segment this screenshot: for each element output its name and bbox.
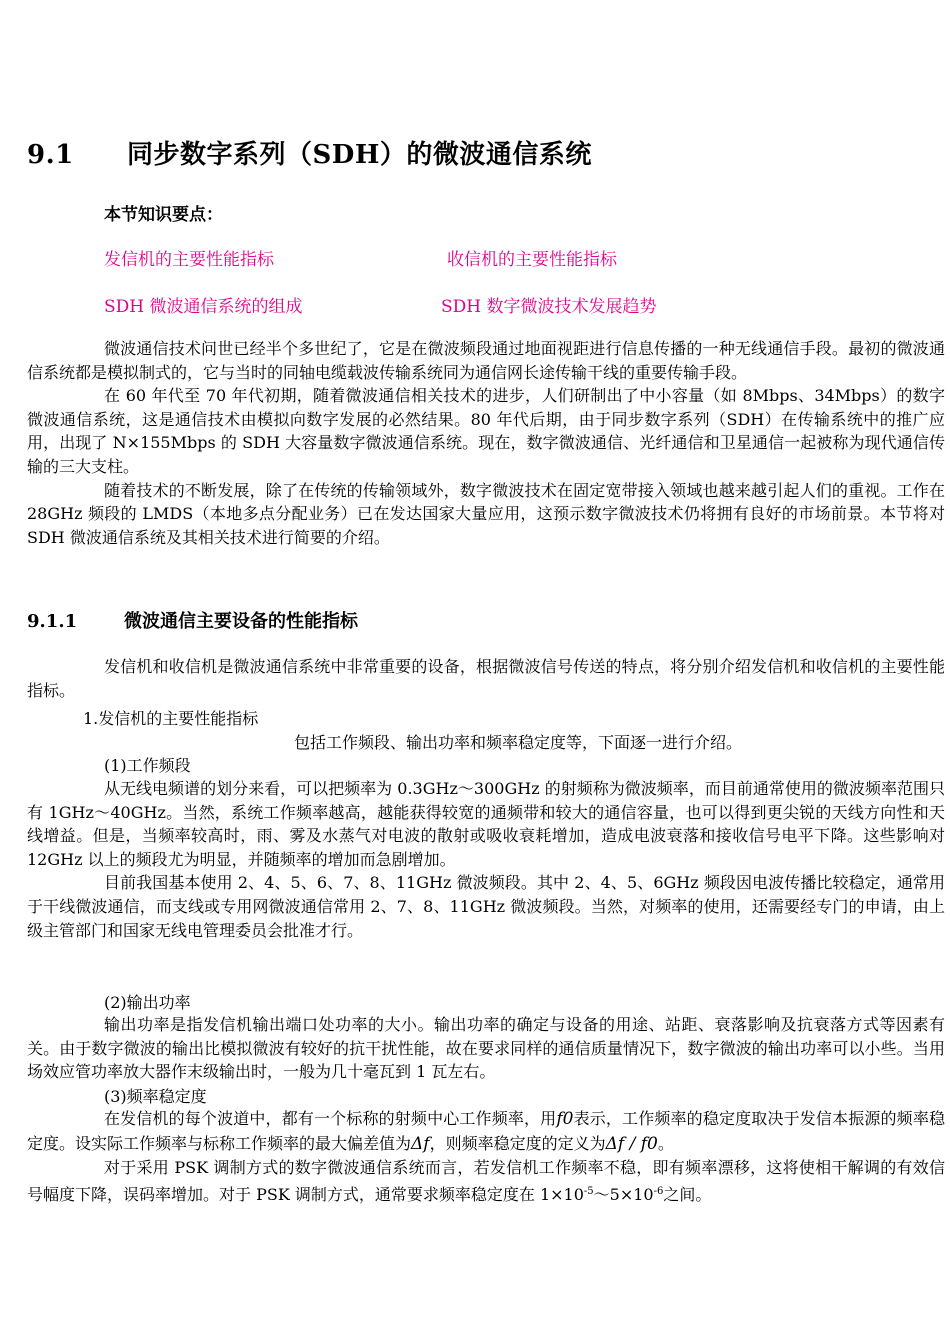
intro-paragraph: 在 60 年代至 70 年代初期，随着微波通信相关技术的进步，人们研制出了中小容量（如 8Mbps、34Mbps）的数字微波通信系统，这是通信技术由模拟向数字发展的必然结果。80 年代后期，由于同步数字系列（SDH）在传输系统中的推广应用，出现了 N×155Mbps 的 SDH 大容量数字微波通信系统。现在，数字微波通信、光纤通信和卫星通信一起被称为现代通信传输的三大支柱。 bbox=[27, 386, 945, 476]
section-title: 微波通信主要设备的性能指标 bbox=[124, 611, 358, 632]
intro-paragraph: 随着技术的不断发展，除了在传统的传输领域外，数字微波技术在固定宽带接入领域也越来越引起人们的重视。工作在 28GHz 频段的 LMDS（本地多点分配业务）已在发达国家大量应用，这预示数字微波技术仍将拥有良好的市场前景。本节将对 SDH 微波通信系统及其相关技术进行简要的介绍。 bbox=[27, 480, 945, 547]
link-transmitter-metrics[interactable]: 发信机的主要性能指标 bbox=[104, 250, 274, 270]
symbol-delta-f: Δf bbox=[411, 1133, 430, 1154]
exponent: -6 bbox=[653, 1185, 664, 1197]
heading-title: 同步数字系列（SDH）的微波通信系统 bbox=[127, 140, 592, 170]
item-transmitter-metrics: 1.发信机的主要性能指标 bbox=[83, 709, 259, 728]
heading-number: 9.1 bbox=[27, 140, 74, 170]
intro-paragraphs bbox=[27, 337, 945, 549]
item-transmitter-desc: 包括工作频段、输出功率和频率稳定度等，下面逐一进行介绍。 bbox=[294, 733, 743, 752]
section-heading bbox=[27, 607, 358, 633]
frequency-band-paragraphs bbox=[27, 777, 945, 942]
section-number: 9.1.1 bbox=[27, 611, 78, 632]
symbol-f0: f0 bbox=[556, 1109, 574, 1129]
frequency-stability-paragraphs bbox=[27, 1107, 945, 1206]
page-title bbox=[27, 134, 592, 171]
link-sdh-trends[interactable]: SDH 数字微波技术发展趋势 bbox=[441, 297, 657, 317]
body-paragraph: 从无线电频谱的划分来看，可以把频率为 0.3GHz～300GHz 的射频称为微波频率，而目前通常使用的微波频率范围只有 1GHz～40GHz。当然，系统工作频率越高，越能获得较宽的通频带和较大的通信容量，也可以得到更尖锐的天线方向性和天线增益。但是，当频率较高时，雨、雾及水蒸气对电波的散射或吸收衰耗增加，造成电波衰落和接收信号电平下降。这些影响对 12GHz 以上的频段尤为明显，并随频率的增加而急剧增加。 bbox=[27, 779, 945, 869]
key-points-label: 本节知识要点： bbox=[104, 205, 223, 225]
section-intro: 发信机和收信机是微波通信系统中非常重要的设备，根据微波信号传送的特点，将分别介绍发信机和收信机的主要性能指标。 bbox=[27, 657, 945, 700]
subheading-output-power: (2)输出功率 bbox=[104, 993, 191, 1012]
body-paragraph: 在发信机的每个波道中，都有一个标称的射频中心工作频率，用f0表示，工作频率的稳定度取决于发信本振源的频率稳定度。设实际工作频率与标称工作频率的最大偏差值为Δf，则频率稳定度的定义为Δf / f0。 bbox=[27, 1109, 945, 1154]
intro-paragraph: 微波通信技术问世已经半个多世纪了，它是在微波频段通过地面视距进行信息传播的一种无线通信手段。最初的微波通信系统都是模拟制式的，它与当时的同轴电缆载波传输系统同为通信网长途传输干线的重要传输手段。 bbox=[27, 339, 945, 382]
subheading-frequency-band: (1)工作频段 bbox=[104, 756, 191, 775]
exponent: -5 bbox=[583, 1185, 594, 1197]
symbol-ratio: Δf / f0 bbox=[605, 1133, 658, 1154]
body-paragraph: 目前我国基本使用 2、4、5、6、7、8、11GHz 微波频段。其中 2、4、5、6GHz 频段因电波传播比较稳定，通常用于干线微波通信，而支线或专用网微波通信常用 2、7、8、11GHz 微波频段。当然，对频率的使用，还需要经专门的申请，由上级主管部门和国家无线电管理委员会批准才行。 bbox=[27, 873, 945, 940]
subheading-frequency-stability: (3)频率稳定度 bbox=[104, 1087, 207, 1106]
output-power-paragraph: 输出功率是指发信机输出端口处功率的大小。输出功率的确定与设备的用途、站距、衰落影响及抗衰落方式等因素有关。由于数字微波的输出比模拟微波有较好的抗干扰性能，故在要求同样的通信质量情况下，数字微波的输出功率可以小些。当用场效应管功率放大器作末级输出时，一般为几十毫瓦到 1 瓦左右。 bbox=[27, 1015, 945, 1082]
link-sdh-composition[interactable]: SDH 微波通信系统的组成 bbox=[104, 297, 303, 317]
link-receiver-metrics[interactable]: 收信机的主要性能指标 bbox=[447, 250, 617, 270]
body-paragraph: 对于采用 PSK 调制方式的数字微波通信系统而言，若发信机工作频率不稳，即有频率漂移，这将使相干解调的有效信号幅度下降，误码率增加。对于 PSK 调制方式，通常要求频率稳定度在 $1\times 10^{-5}\sim 5\times 10^{-6}$之间。 bbox=[27, 1158, 945, 1204]
